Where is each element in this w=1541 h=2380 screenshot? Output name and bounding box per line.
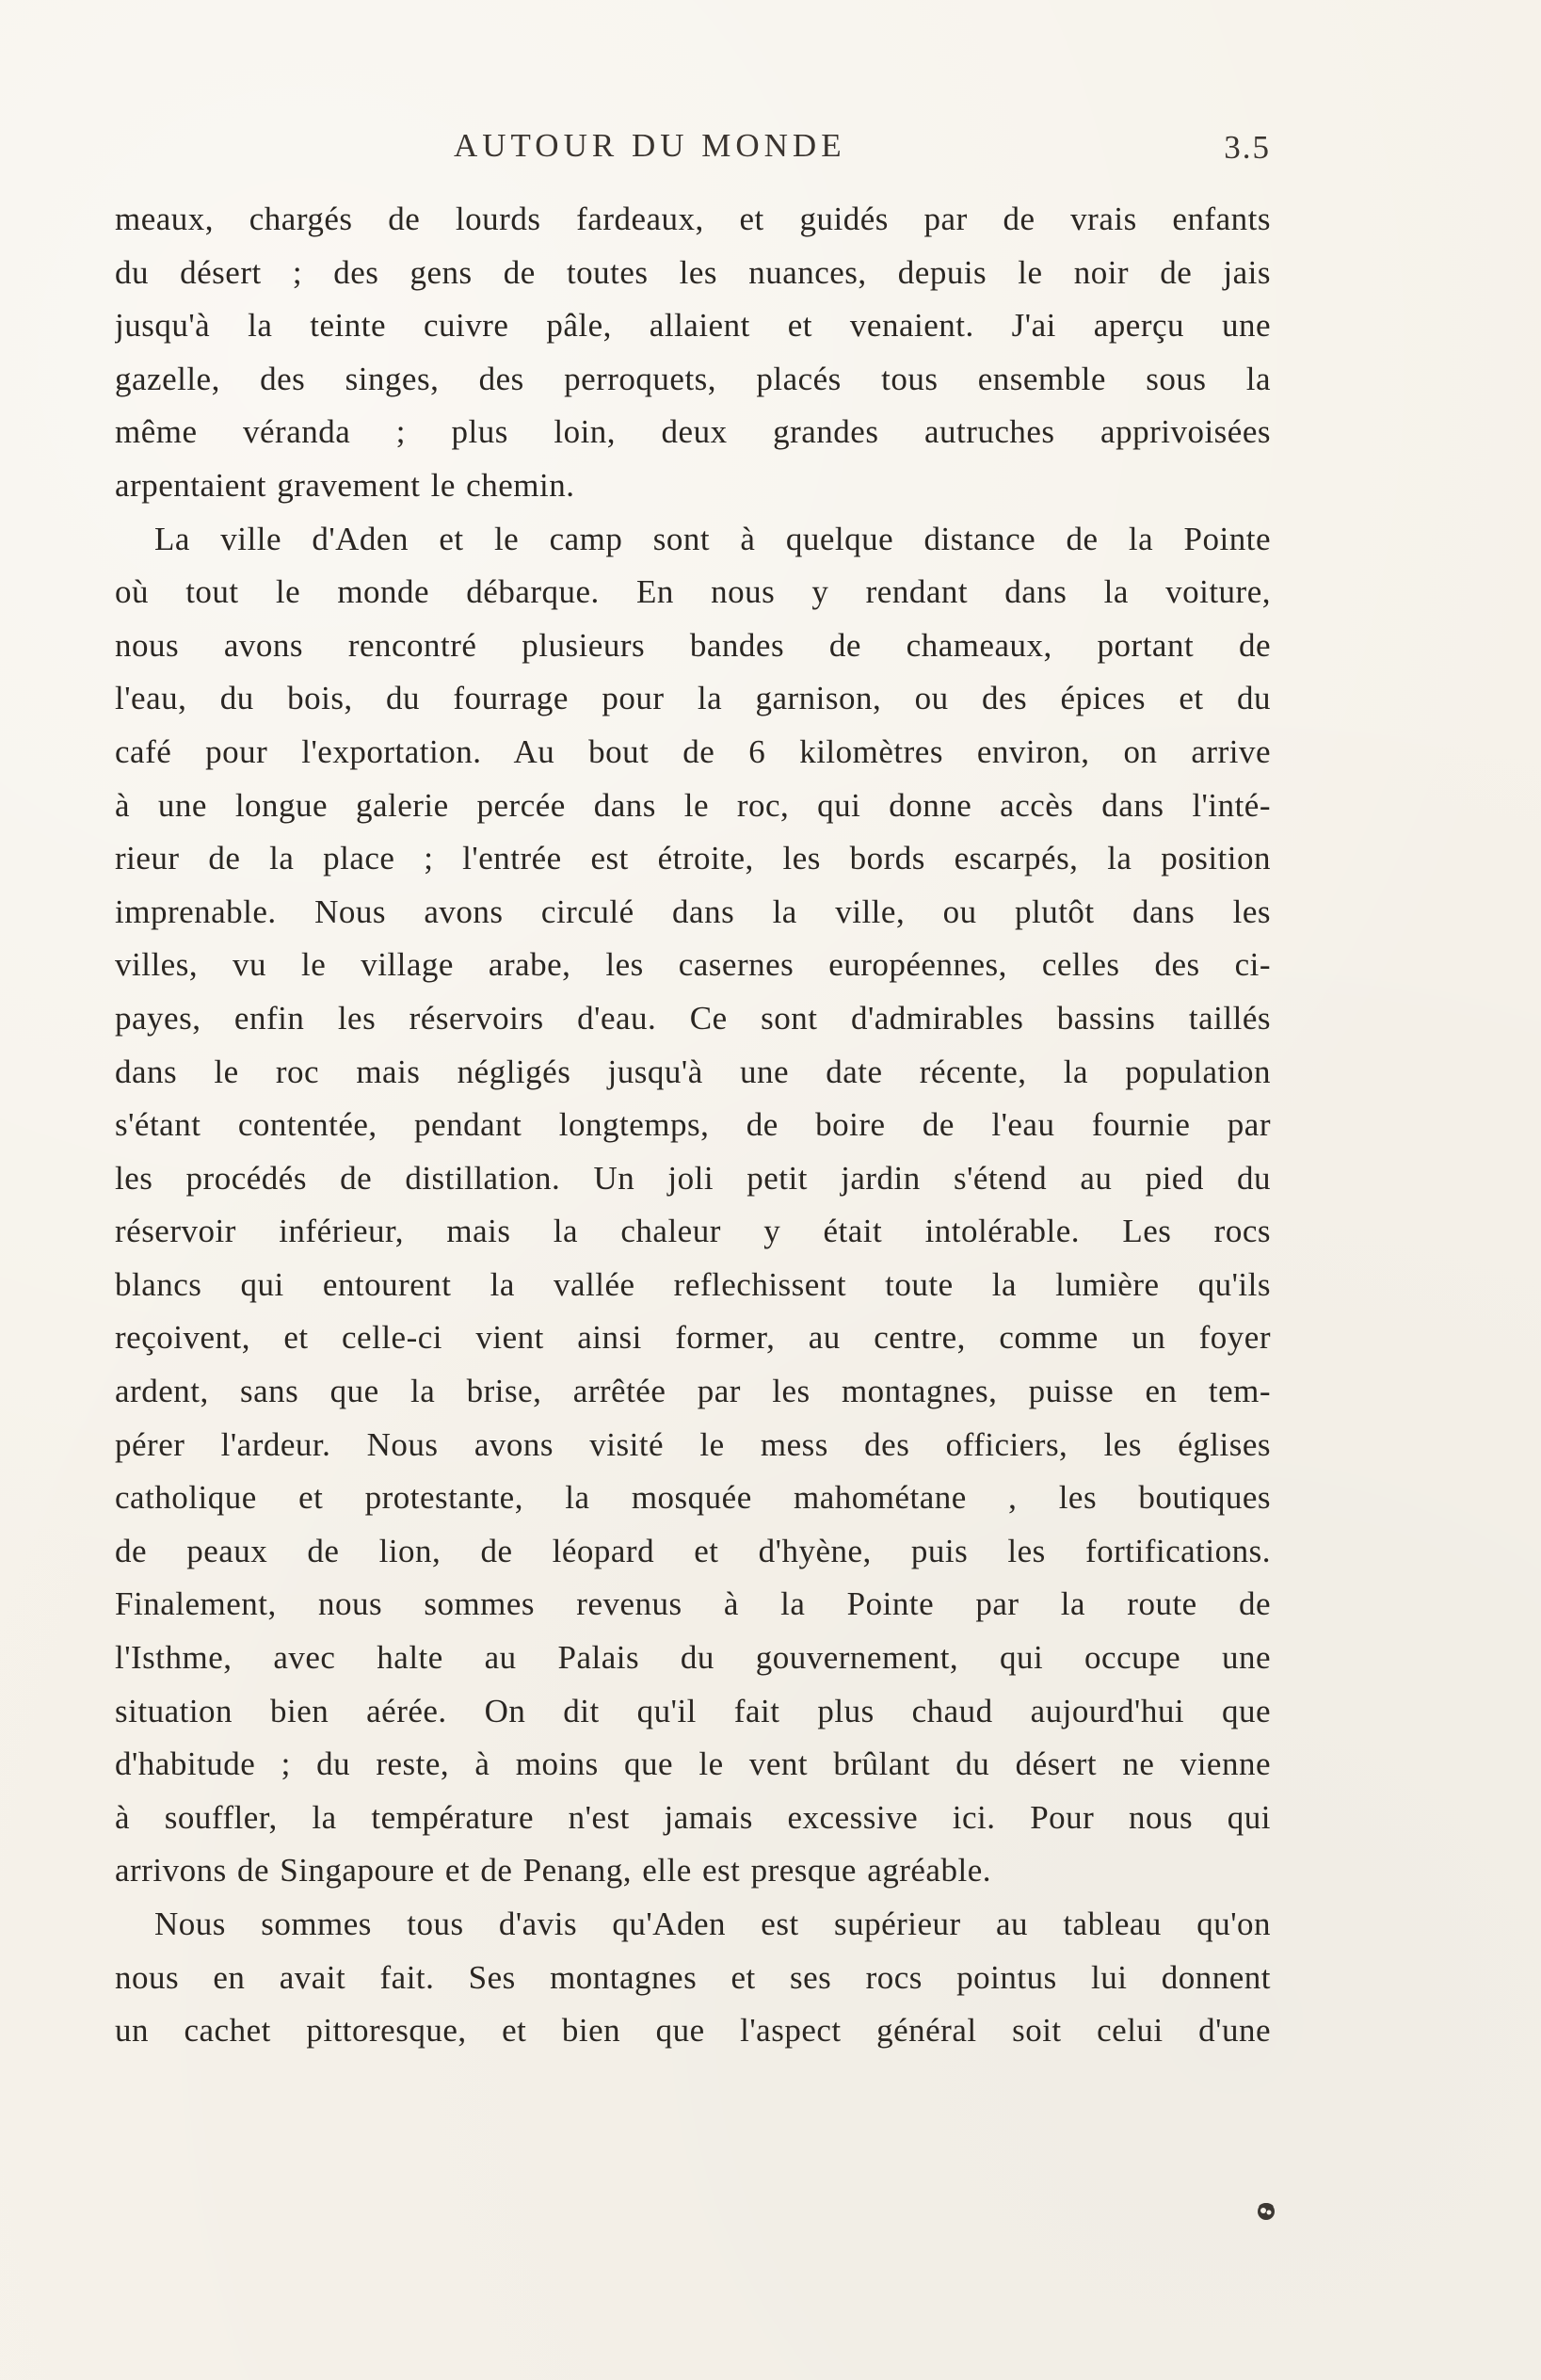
paragraph-first-line: Nous sommes tous d'avis qu'Aden est supérieur au tableau qu'on: [154, 1906, 1271, 1942]
text-line: catholique et protestante, la mosquée mahométane , les boutiques: [115, 1479, 1271, 1517]
text-line: à souffler, la température n'est jamais excessive ici. Pour nous qui: [115, 1798, 1271, 1836]
paragraph-first-line: La ville d'Aden et le camp sont à quelque distance de la Pointe: [154, 520, 1271, 557]
text-line: l'Isthme, avec halte au Palais du gouvernement, qui occupe une: [115, 1639, 1271, 1677]
text-line: du désert ; des gens de toutes les nuances, depuis le noir de jais: [115, 253, 1271, 291]
text-line: où tout le monde débarque. En nous y rendant dans la voiture,: [115, 573, 1271, 611]
text-line: blancs qui entourent la vallée reflechissent toute la lumière qu'ils: [115, 1265, 1271, 1303]
text-line: un cachet pittoresque, et bien que l'aspect général soit celui d'une: [115, 2012, 1271, 2050]
text-line: même véranda ; plus loin, deux grandes autruches apprivoisées: [115, 413, 1271, 451]
text-line: jusqu'à la teinte cuivre pâle, allaient et venaient. J'ai aperçu une: [115, 307, 1271, 345]
text-line: Finalement, nous sommes revenus à la Pointe par la route de: [115, 1585, 1271, 1623]
text-line: imprenable. Nous avons circulé dans la ville, ou plutôt dans les: [115, 892, 1271, 930]
text-line: l'eau, du bois, du fourrage pour la garnison, ou des épices et du: [115, 680, 1271, 717]
text-line: reçoivent, et celle-ci vient ainsi former, au centre, comme un foyer: [115, 1319, 1271, 1357]
text-line: payes, enfin les réservoirs d'eau. Ce sont d'admirables bassins taillés: [115, 999, 1271, 1037]
body-text: [115, 193, 1271, 2058]
running-title: AUTOUR DU MONDE: [454, 127, 846, 164]
printer-ornament-icon: [1254, 2199, 1278, 2224]
text-line: meaux, chargés de lourds fardeaux, et guidés par de vrais enfants: [115, 201, 1271, 237]
text-line: pérer l'ardeur. Nous avons visité le mess des officiers, les églises: [115, 1425, 1271, 1463]
text-line: d'habitude ; du reste, à moins que le vent brûlant du désert ne vienne: [115, 1745, 1271, 1783]
text-line: nous en avait fait. Ses montagnes et ses rocs pointus lui donnent: [115, 1958, 1271, 1996]
text-line: café pour l'exportation. Au bout de 6 kilomètres environ, on arrive: [115, 732, 1271, 770]
text-line: s'étant contentée, pendant longtemps, de boire de l'eau fournie par: [115, 1106, 1271, 1144]
text-line: réservoir inférieur, mais la chaleur y était intolérable. Les rocs: [115, 1213, 1271, 1250]
page-number: 3.5: [1224, 129, 1271, 166]
text-line: arpentaient gravement le chemin.: [115, 466, 575, 504]
text-line: les procédés de distillation. Un joli petit jardin s'étend au pied du: [115, 1159, 1271, 1197]
text-line: rieur de la place ; l'entrée est étroite, les bords escarpés, la position: [115, 840, 1271, 877]
text-line: à une longue galerie percée dans le roc, qui donne accès dans l'inté-: [115, 786, 1271, 824]
text-line: gazelle, des singes, des perroquets, placés tous ensemble sous la: [115, 360, 1271, 397]
text-line: de peaux de lion, de léopard et d'hyène, puis les fortifications.: [115, 1532, 1271, 1569]
text-line: arrivons de Singapoure et de Penang, elle est presque agréable.: [115, 1852, 991, 1890]
text-line: ardent, sans que la brise, arrêtée par les montagnes, puisse en tem-: [115, 1373, 1271, 1410]
text-line: dans le roc mais négligés jusqu'à une date récente, la population: [115, 1053, 1271, 1090]
text-line: situation bien aérée. On dit qu'il fait plus chaud aujourd'hui que: [115, 1692, 1271, 1729]
text-line: nous avons rencontré plusieurs bandes de chameaux, portant de: [115, 626, 1271, 664]
page-header: [115, 127, 1271, 172]
text-line: villes, vu le village arabe, les casernes européennes, celles des ci-: [115, 946, 1271, 984]
